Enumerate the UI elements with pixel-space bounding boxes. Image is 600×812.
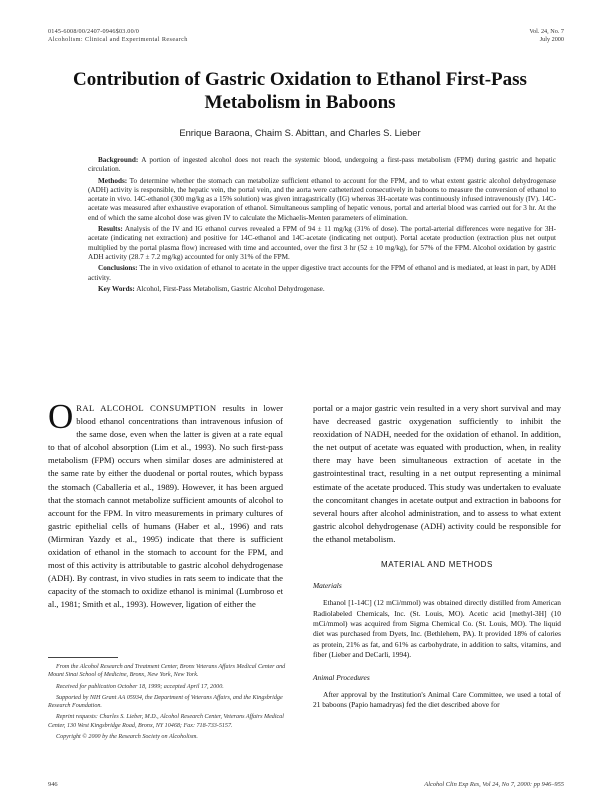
- materials-heading: Materials: [313, 581, 342, 591]
- footnote-received: Received for publication October 18, 1999; accepted April 17, 2000.: [56, 683, 224, 690]
- paper-title: Contribution of Gastric Oxidation to Ethanol First-Pass Metabolism in Baboons: [73, 69, 527, 113]
- footnote-reprint: Reprint requests: Charles S. Lieber, M.D., Alcohol Research Center, Veterans Affairs Medical Center, 130 West Kingsbridge Road, Bronx, NY 10468; Fax: 718-733-5157.: [48, 714, 284, 729]
- footnote-support: Supported by NIH Grant AA 05934, the Department of Veterans Affairs, and the Kingsbridge Research Foundation.: [48, 694, 283, 710]
- body-column-left: [48, 397, 283, 612]
- drop-cap: O: [48, 397, 74, 436]
- intro-text: results in lower blood ethanol concentrations than intravenous infusion of the same dose, even when the latter is given at a rate equal to that of alcohol absorption (Lim et al., 1993). No such first-pass metabolism (FPM) occurs when similar doses are administered at the same rate by either the duodenal or portal routes, which bypass the stomach (Caballeria et al., 1989). However, it has been argued that the stomach cannot metabolize sufficient amounts of alcohol to account for the FPM. In vitro measurements in primary cultures of gastric epithelial cells of humans (Haber et al., 1996) and rats (Mirmiran Yazdy et al., 1995) indicate that there is sufficient oxidation of ethanol in the stomach to account for the FPM, and most of this activity is attributable to gastric alcohol dehydrogenase (ADH). By contrast, in vivo studies in rats seem to indicate that the capacity of the stomach to oxidize ethanol is minimal (Lumbroso et al., 1981; Smith et al., 1993). However, ligation of either the: [48, 403, 283, 610]
- animal-procedures-text: After approval by the Institution's Animal Care Committee, we used a total of 21 baboons (Papio hamadryas) fed the diet described above for: [313, 689, 561, 710]
- abstract-results: [88, 225, 556, 262]
- materials-section: [313, 598, 561, 660]
- text-keywords: Alcohol, First-Pass Metabolism, Gastric Alcohol Dehydrogenase.: [136, 284, 325, 293]
- body-column-right: [313, 402, 561, 711]
- abstract-keywords: [88, 285, 556, 294]
- citation-footer: Alcohol Clin Exp Res, Vol 24, No 7, 2000: pp 946–955: [424, 781, 564, 788]
- opening-caps: RAL ALCOHOL CONSUMPTION: [76, 403, 217, 413]
- abstract-background: [88, 156, 556, 175]
- label-background: Background:: [98, 156, 139, 164]
- intro-continuation: portal or a major gastric vein resulted in a very short survival and may have decreased gastric oxygenation sufficiently to inhibit the reoxidation of NADH, needed for the oxidation of ethanol. In addition, the net output of acetate was equated with production, when, in reality there may have been simultaneous extraction of acetate in the gastrointestinal tract, resulting in a net output representing a minimal estimate of the acetate produced. This study was undertaken to evaluate the concomitant changes in acetate output and extraction in baboons for several hours after alcohol administration, and to assess to what extent gastric alcohol dehydrogenase (ADH) activity could be responsible for the ethanol metabolism.: [313, 403, 561, 544]
- abstract-methods: [88, 177, 556, 223]
- text-conclusions: The in vivo oxidation of ethanol to acetate in the upper digestive tract accounts for the FPM of ethanol and is mediated, at least in part, by ADH activity.: [88, 264, 556, 282]
- issn-line: 0145-6008/00/2407-0946$03.00/0: [48, 28, 140, 35]
- label-keywords: Key Words:: [98, 284, 135, 293]
- label-conclusions: Conclusions:: [98, 264, 138, 273]
- text-background: A portion of ingested alcohol does not reach the systemic blood, undergoing a first-pass metabolism (FPM) during gastric and hepatic circulation.: [88, 156, 556, 174]
- footnote-affiliation: From the Alcohol Research and Treatment Center, Bronx Veterans Affairs Medical Center and Mount Sinai School of Medicine, Bronx, New York, New York.: [48, 664, 286, 679]
- animal-procedures-section: [313, 690, 561, 711]
- volume-line: Vol. 24, No. 7: [529, 28, 564, 35]
- text-results: Analysis of the IV and IG ethanol curves revealed a FPM of 94 ± 11 mg/kg (31% of dose). The portal-arterial differences were negative for 3H-acetate (indicating net extraction) and positive for 14C-ethanol and 14C-acetate (indicating net output). Portal acetate production (extraction plus net output multiplied by the portal plasma flow) increased with time and accounted, over the first 3 hr (52 ± 10 mg/kg), for 57% of the FPM. Alcohol oxidation by gastric ADH activity (28.7 ± 7.2 mg/kg) accounted for only 31% of the FPM.: [88, 225, 556, 261]
- label-methods: Methods:: [98, 176, 128, 185]
- footnotes: [48, 663, 286, 744]
- journal-header-right: [529, 28, 564, 44]
- journal-name: Alcoholism: Clinical and Experimental Research: [48, 36, 188, 43]
- abstract-conclusions: [88, 264, 556, 283]
- intro-paragraph: [48, 397, 283, 612]
- abstract: [88, 156, 556, 296]
- author-list: Enrique Baraona, Chaim S. Abittan, and Charles S. Lieber: [179, 127, 421, 138]
- page-number: 946: [48, 781, 58, 788]
- label-results: Results:: [98, 225, 123, 234]
- animal-procedures-heading: Animal Procedures: [313, 672, 370, 682]
- footnote-rule: [48, 657, 118, 658]
- date-line: July 2000: [539, 36, 564, 43]
- materials-text: Ethanol [1-14C] (12 mCi/mmol) was obtained directly distilled from American Radiolabeled Chemicals, Inc. (St. Louis, MO). Acetic acid [methyl-3H] (10 mCi/mmol) was acquired from Sigma Chemical Co. (St. Louis, MO). The liquid diet was purchased from Dyets, Inc. (Bethlehem, PA). It provided 18% of calories as protein, 21% as fat, and 61% as carbohydrate, in addition to salts, vitamins, and fiber (Lieber and DeCarli, 1994).: [313, 598, 561, 660]
- footnote-copyright: Copyright © 2000 by the Research Society on Alcoholism.: [56, 734, 198, 741]
- section-heading: MATERIAL AND METHODS: [380, 560, 493, 570]
- journal-header-left: [48, 28, 188, 44]
- text-methods: To determine whether the stomach can metabolize sufficient ethanol to account for the FPM, and to what extent gastric alcohol dehydrogenase (ADH) activity is responsible, the hepatic vein, the portal vein, and the aorta were catheterized consecutively in baboons to measure the conversion of ethanol to acetate in vivo. 14C-ethanol (300 mg/kg as a 15% solution) was given intragastrically (IG) whereas 3H-acetate was continuously infused intravenously (IV). 14C-acetate was measured after exhaustive evaporation of ethanol. Simultaneous sampling of hepatic venous, portal and arterial blood was carried out for 3 hr. At the end of which the same alcohol dose was given IV to calculate the Michaelis-Menten parameters of elimination.: [88, 176, 556, 222]
